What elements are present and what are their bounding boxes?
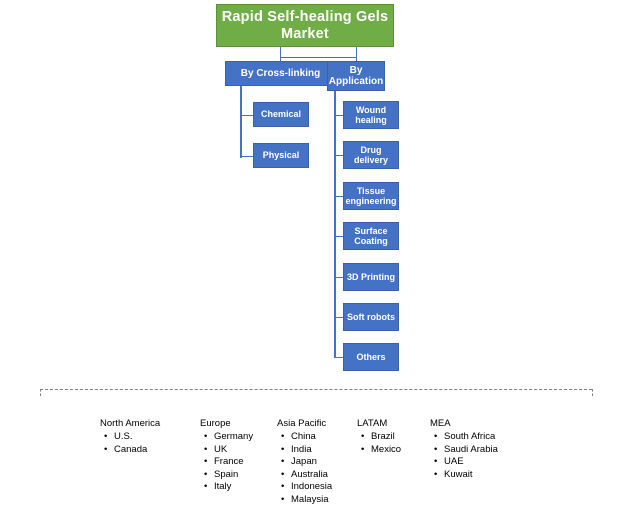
leaf-node-others-label: Others [356,351,386,362]
region-divider [40,389,592,390]
region-europe-title: Europe [200,418,231,429]
branch-node-cross-linking-label: By Cross-linking [240,67,321,79]
branch-node-application-label: By Application [328,64,384,87]
leaf-node-chemical [253,102,309,127]
list-item: • Italy [214,481,253,494]
leaf-node-soft-robots-label: Soft robots [347,311,395,322]
list-item: • Japan [291,456,332,469]
list-item: • India [291,444,332,457]
region-mea-title: MEA [430,418,451,429]
region-europe [200,418,253,494]
branch-node-application [327,61,385,91]
list-item: • UAE [444,456,498,469]
leaf-node-wound-healing-label: Wound healing [355,104,387,125]
region-divider-tick-right [592,389,593,396]
leaf-node-drug-delivery [343,141,399,169]
list-item: • UK [214,444,253,457]
list-item: • Kuwait [444,469,498,482]
region-divider-tick-left [40,389,41,396]
region-north-america [100,418,160,456]
list-item: • South Africa [444,431,498,444]
region-latam-list [357,431,401,456]
list-item: • U.S. [114,431,160,444]
leaf-node-surface-coating-label: Surface Coating [354,225,388,246]
leaf-node-wound-healing [343,101,399,129]
leaf-node-3d-printing-label: 3D Printing [346,271,395,282]
region-asia-pacific-title: Asia Pacific [277,418,327,429]
region-latam-title: LATAM [357,418,388,429]
leaf-node-3d-printing [343,263,399,291]
region-north-america-list [100,431,160,456]
connector-leaf-chemical [240,115,254,116]
leaf-node-surface-coating [343,222,399,250]
region-asia-pacific [277,418,332,506]
list-item: • Spain [214,469,253,482]
list-item: • Malaysia [291,494,332,506]
leaf-node-tissue-engineering-label: Tissue engineering [345,185,397,206]
list-item: • China [291,431,332,444]
list-item: • Saudi Arabia [444,444,498,457]
list-item: • France [214,456,253,469]
list-item: • Canada [114,444,160,457]
root-node [216,4,394,47]
leaf-node-physical-label: Physical [262,150,300,161]
list-item: • Australia [291,469,332,482]
region-mea-list [430,431,498,481]
leaf-node-others [343,343,399,371]
leaf-node-soft-robots [343,303,399,331]
leaf-node-chemical-label: Chemical [260,109,302,120]
region-mea [430,418,498,481]
branch-node-cross-linking [225,61,336,86]
region-north-america-title: North America [100,418,161,429]
region-asia-pacific-list [277,431,332,506]
region-latam [357,418,401,456]
connector-spine-cross-linking [240,86,242,158]
list-item: • Indonesia [291,481,332,494]
leaf-node-drug-delivery-label: Drug delivery [353,144,389,165]
leaf-node-tissue-engineering [343,182,399,210]
list-item: • Brazil [371,431,401,444]
connector-branch-bar [280,57,356,58]
list-item: • Mexico [371,444,401,457]
root-node-label: Rapid Self-healing Gels Market [221,8,389,42]
leaf-node-physical [253,143,309,168]
list-item: • Germany [214,431,253,444]
region-europe-list [200,431,253,494]
connector-leaf-physical [240,156,254,157]
